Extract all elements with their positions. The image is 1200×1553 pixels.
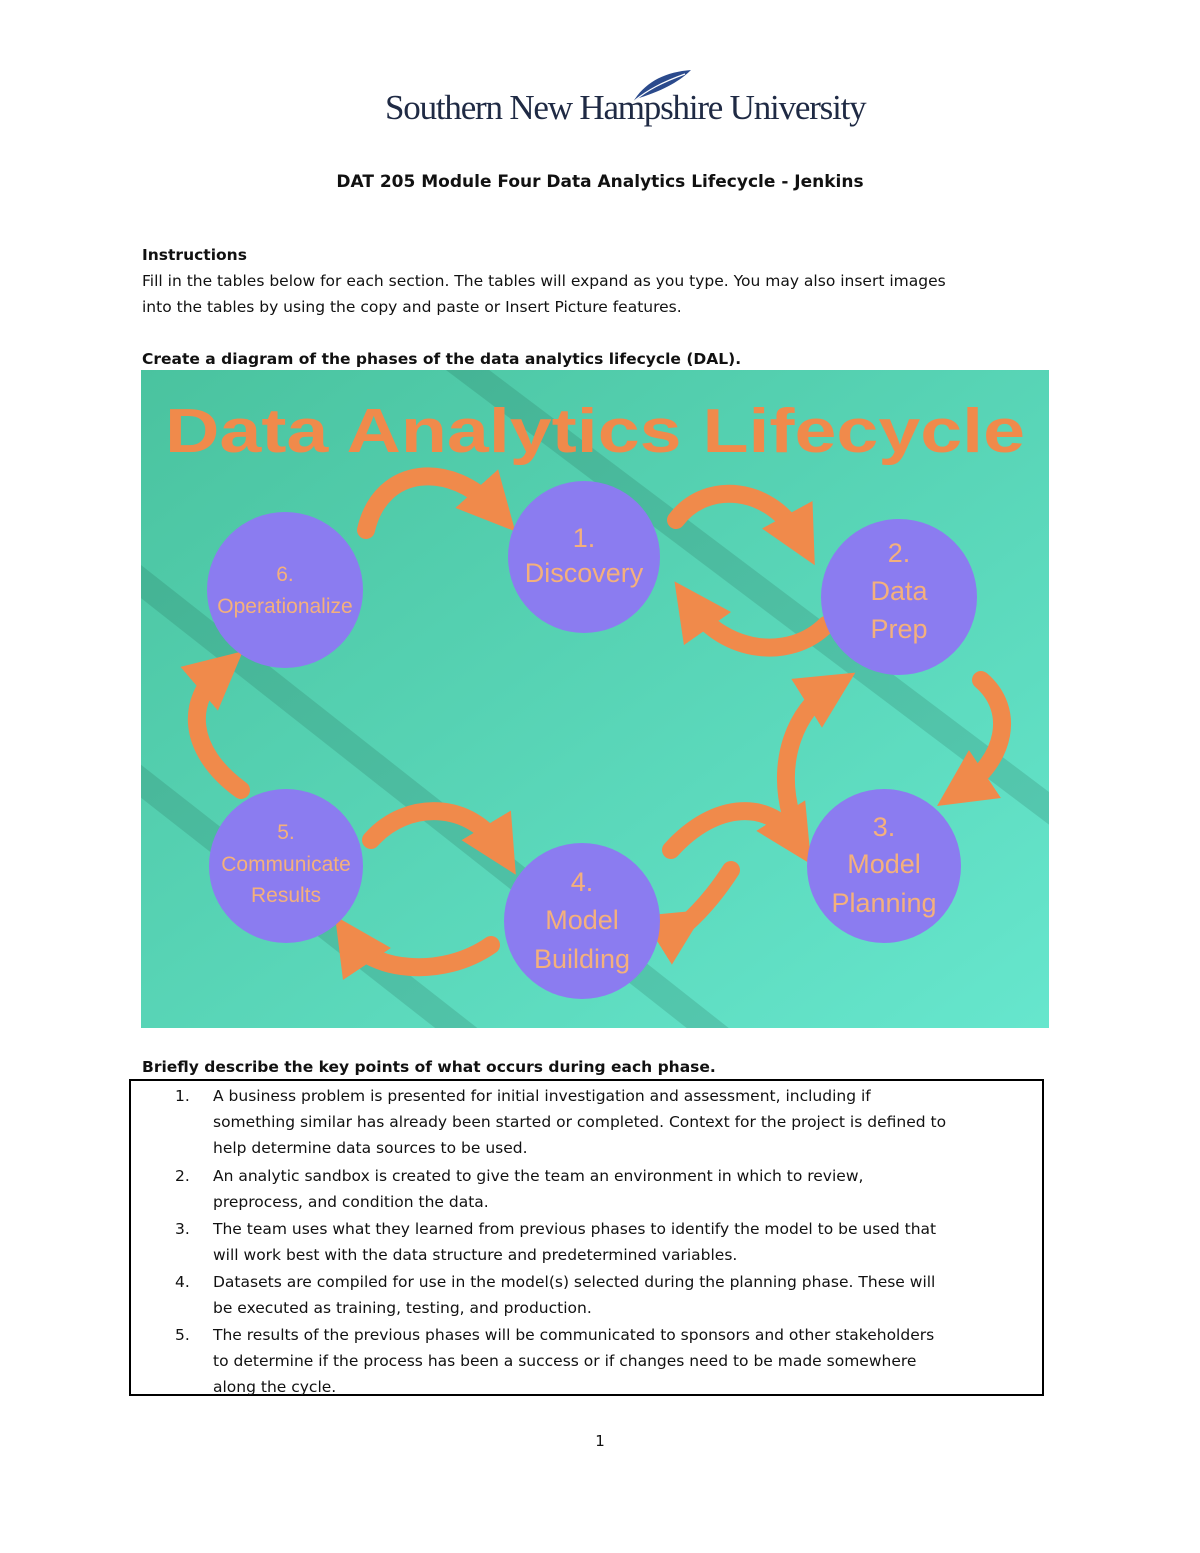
list-item-line: The team uses what they learned from previous phases to identify the model to be used that bbox=[213, 1220, 937, 1238]
phase-4-label-line2: Building bbox=[533, 944, 631, 974]
document-title: DAT 205 Module Four Data Analytics Lifecycle - Jenkins bbox=[336, 172, 864, 192]
phase-3-label-line1: Model bbox=[847, 849, 921, 879]
answer-table-cell[interactable] bbox=[129, 1079, 1044, 1396]
phase-5-circle bbox=[209, 789, 363, 943]
phase-5-label-line2: Results bbox=[250, 884, 322, 907]
phase-2-label-line1: Data bbox=[870, 576, 928, 606]
phase-5-number: 5. bbox=[277, 821, 295, 844]
phase-2-label-line2: Prep bbox=[870, 614, 928, 644]
list-item-line: something similar has already been started or completed. Context for the project is defined to bbox=[213, 1113, 947, 1131]
university-logo bbox=[385, 68, 866, 138]
diagram-title: Data Analytics Lifecycle bbox=[165, 397, 1025, 466]
phase-4-label-line1: Model bbox=[545, 905, 619, 935]
page-number: 1 bbox=[595, 1432, 605, 1450]
list-item-line: be executed as training, testing, and production. bbox=[213, 1299, 592, 1317]
phase-4-circle bbox=[504, 843, 660, 999]
phase-1-circle bbox=[508, 481, 660, 633]
list-item-line: will work best with the data structure and predetermined variables. bbox=[213, 1246, 738, 1264]
phase-6-number: 6. bbox=[276, 563, 294, 586]
instructions-line-1: Fill in the tables below for each section. The tables will expand as you type. You may also insert images bbox=[142, 272, 946, 290]
lifecycle-diagram-image bbox=[141, 370, 1049, 1028]
list-item-line: preprocess, and condition the data. bbox=[213, 1193, 489, 1211]
phase-2-circle bbox=[821, 519, 977, 675]
list-item-number: 4. bbox=[175, 1273, 190, 1291]
list-item-line: A business problem is presented for initial investigation and assessment, including if bbox=[213, 1087, 871, 1105]
phase-1-number: 1. bbox=[572, 523, 596, 553]
phases-prompt: Briefly describe the key points of what occurs during each phase. bbox=[142, 1058, 716, 1076]
diagram-prompt: Create a diagram of the phases of the data analytics lifecycle (DAL). bbox=[142, 350, 742, 368]
list-item-line: An analytic sandbox is created to give the team an environment in which to review, bbox=[213, 1167, 864, 1185]
phase-3-number: 3. bbox=[872, 812, 896, 842]
list-item-line: to determine if the process has been a success or if changes need to be made somewhere bbox=[213, 1352, 917, 1370]
list-item-number: 1. bbox=[175, 1087, 190, 1105]
phase-2-number: 2. bbox=[887, 538, 911, 568]
phase-1-label: Discovery bbox=[524, 558, 644, 588]
instructions-line-2: into the tables by using the copy and paste or Insert Picture features. bbox=[142, 298, 682, 316]
phase-4-number: 4. bbox=[570, 867, 594, 897]
list-item-number: 5. bbox=[175, 1326, 190, 1344]
list-item-number: 2. bbox=[175, 1167, 190, 1185]
list-item-number: 3. bbox=[175, 1220, 190, 1238]
phase-3-circle bbox=[807, 789, 961, 943]
phase-3-label-line2: Planning bbox=[831, 888, 937, 918]
instructions-heading: Instructions bbox=[142, 246, 247, 264]
list-item-line: along the cycle. bbox=[213, 1378, 337, 1396]
list-item-line: The results of the previous phases will be communicated to sponsors and other stakeholders bbox=[213, 1326, 935, 1344]
phase-6-label: Operationalize bbox=[217, 595, 353, 618]
phase-5-label-line1: Communicate bbox=[221, 853, 351, 876]
logo-wordmark: Southern New Hampshire University bbox=[385, 88, 866, 127]
list-item-line: help determine data sources to be used. bbox=[213, 1139, 528, 1157]
phase-6-circle bbox=[207, 512, 363, 668]
list-item-line: Datasets are compiled for use in the model(s) selected during the planning phase. These will bbox=[213, 1273, 936, 1291]
